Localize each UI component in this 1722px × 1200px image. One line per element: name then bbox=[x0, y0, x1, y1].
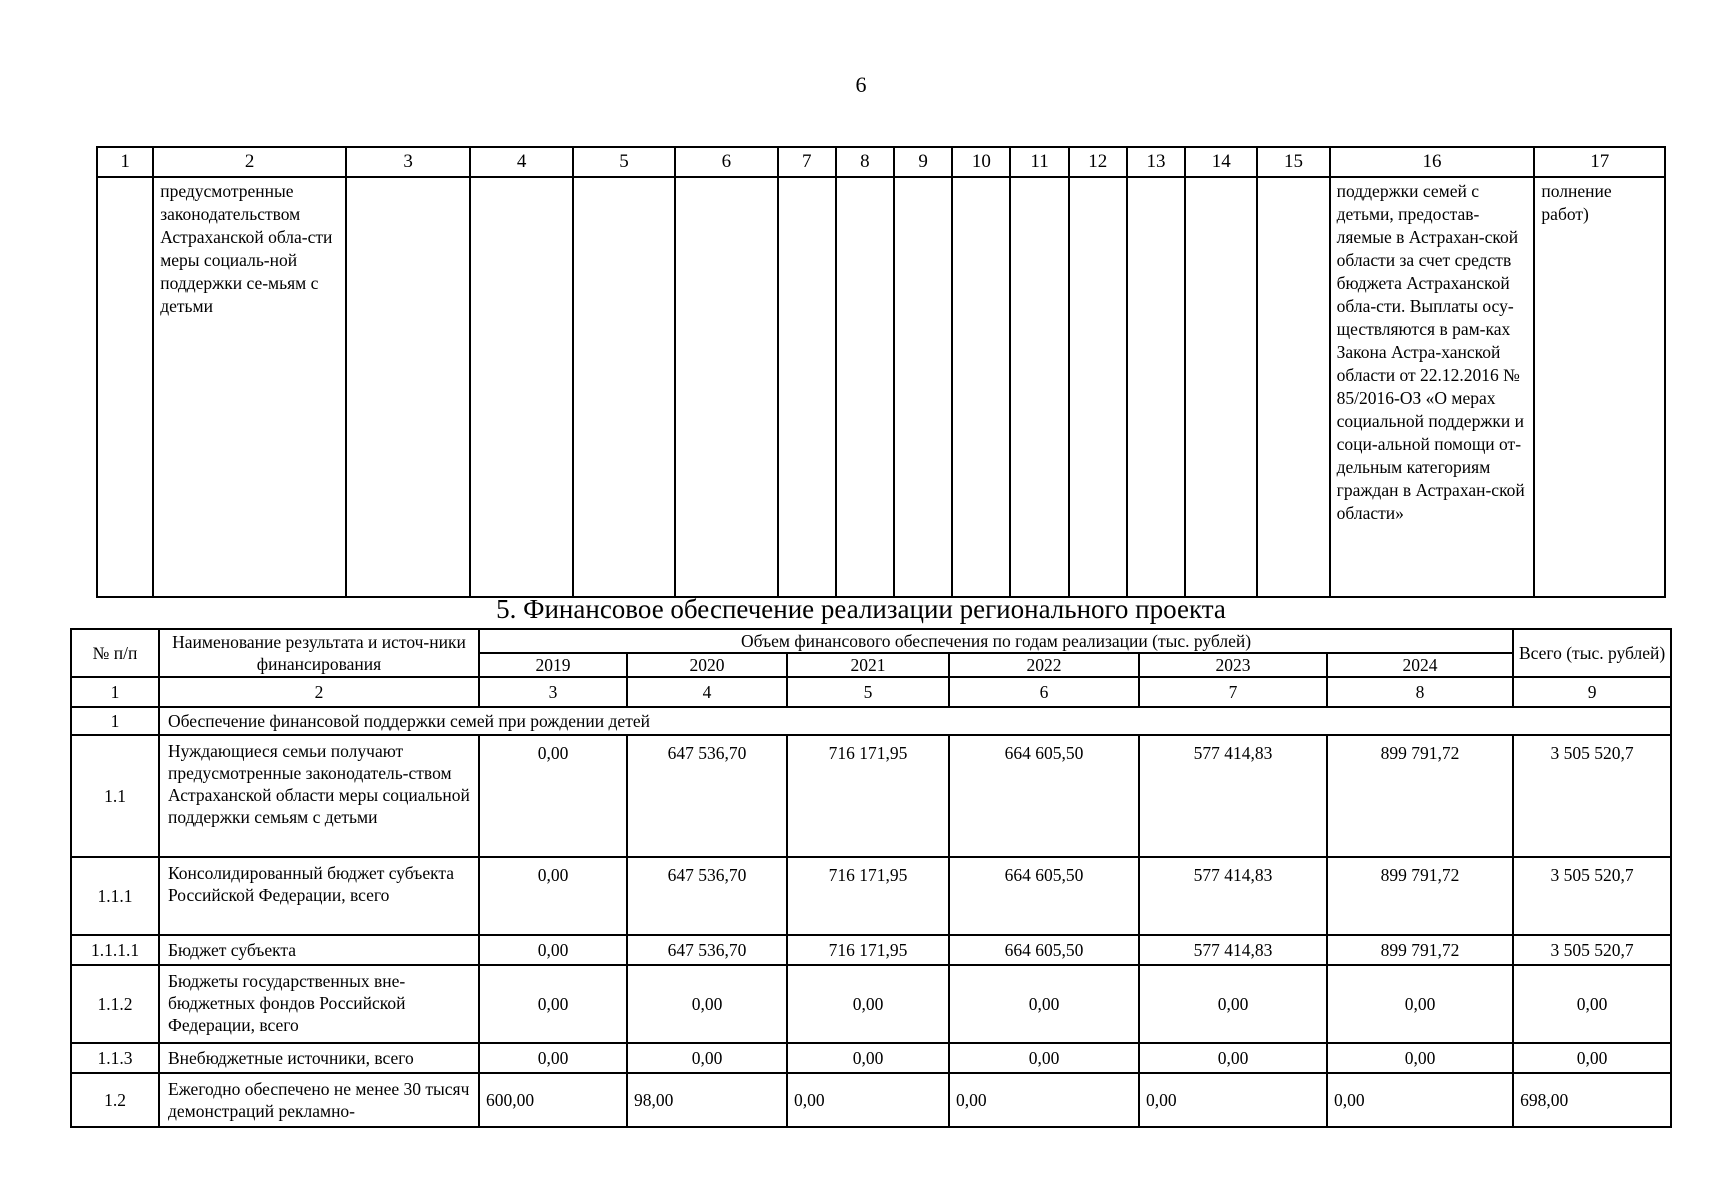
column-header: 1 bbox=[97, 147, 153, 177]
header-total: Всего (тыс. рублей) bbox=[1513, 629, 1671, 677]
table-cell: полнение работ) bbox=[1534, 177, 1665, 597]
column-header: 4 bbox=[470, 147, 572, 177]
total-cell: 0,00 bbox=[1513, 965, 1671, 1043]
value-cell: 716 171,95 bbox=[787, 735, 949, 857]
table-cell bbox=[573, 177, 675, 597]
column-header: 6 bbox=[675, 147, 777, 177]
column-header: 11 bbox=[1010, 147, 1068, 177]
year-header: 2023 bbox=[1139, 653, 1327, 677]
value-cell: 664 605,50 bbox=[949, 935, 1139, 965]
column-index-row bbox=[71, 677, 1671, 707]
column-header: 17 bbox=[1534, 147, 1665, 177]
page-number: 6 bbox=[855, 72, 867, 97]
value-cell: 0,00 bbox=[949, 1073, 1139, 1127]
value-cell: 0,00 bbox=[479, 965, 627, 1043]
total-cell: 3 505 520,7 bbox=[1513, 935, 1671, 965]
row-name: Бюджеты государственных вне-бюджетных фондов Российской Федерации, всего bbox=[159, 965, 479, 1043]
finance-table bbox=[70, 628, 1672, 1128]
section-row bbox=[71, 707, 1671, 735]
column-header: 5 bbox=[573, 147, 675, 177]
row-number: 1.1 bbox=[71, 735, 159, 857]
column-header: 2 bbox=[153, 147, 346, 177]
total-cell: 698,00 bbox=[1513, 1073, 1671, 1127]
value-cell: 98,00 bbox=[627, 1073, 787, 1127]
table-row bbox=[71, 935, 1671, 965]
table-cell bbox=[1257, 177, 1329, 597]
continued-table-row bbox=[97, 177, 1665, 597]
value-cell: 647 536,70 bbox=[627, 935, 787, 965]
value-cell: 0,00 bbox=[479, 935, 627, 965]
column-header: 3 bbox=[346, 147, 470, 177]
row-number: 1.1.2 bbox=[71, 965, 159, 1043]
continued-table-header-row bbox=[97, 147, 1665, 177]
value-cell: 0,00 bbox=[1327, 965, 1513, 1043]
row-name: Ежегодно обеспечено не менее 30 тысяч демонстраций рекламно- bbox=[159, 1073, 479, 1127]
column-index: 3 bbox=[479, 677, 627, 707]
year-header: 2022 bbox=[949, 653, 1139, 677]
total-cell: 3 505 520,7 bbox=[1513, 735, 1671, 857]
table-cell bbox=[1069, 177, 1127, 597]
column-index: 9 bbox=[1513, 677, 1671, 707]
table-cell bbox=[1127, 177, 1185, 597]
column-index: 6 bbox=[949, 677, 1139, 707]
row-number: 1.1.1.1 bbox=[71, 935, 159, 965]
table-cell bbox=[894, 177, 952, 597]
value-cell: 664 605,50 bbox=[949, 857, 1139, 935]
column-index: 7 bbox=[1139, 677, 1327, 707]
value-cell: 899 791,72 bbox=[1327, 935, 1513, 965]
column-header: 10 bbox=[952, 147, 1010, 177]
value-cell: 0,00 bbox=[787, 965, 949, 1043]
table-cell bbox=[836, 177, 894, 597]
value-cell: 0,00 bbox=[1327, 1043, 1513, 1073]
value-cell: 0,00 bbox=[479, 1043, 627, 1073]
row-name: Внебюджетные источники, всего bbox=[159, 1043, 479, 1073]
value-cell: 0,00 bbox=[479, 857, 627, 935]
table-cell bbox=[952, 177, 1010, 597]
continued-table bbox=[96, 146, 1666, 598]
table-cell bbox=[675, 177, 777, 597]
table-cell: поддержки семей с детьми, предостав-ляемые в Астрахан-ской области за счет средств бюджета Астраханской обла-сти. Выплаты осу-ществляются в рам-ках Закона Астра-ханской области от 22.12.2016 № 85/2016-ОЗ «О мерах социальной поддержки и соци-альной помощи от-дельным категориям граждан в Астрахан-ской области» bbox=[1330, 177, 1535, 597]
table-cell bbox=[97, 177, 153, 597]
value-cell: 0,00 bbox=[787, 1073, 949, 1127]
row-number: 1 bbox=[71, 707, 159, 735]
section-title: 5. Финансовое обеспечение реализации регионального проекта bbox=[496, 594, 1226, 624]
finance-header-row bbox=[71, 629, 1671, 653]
table-row bbox=[71, 857, 1671, 935]
value-cell: 647 536,70 bbox=[627, 735, 787, 857]
table-row bbox=[71, 735, 1671, 857]
column-header: 16 bbox=[1330, 147, 1535, 177]
table-row bbox=[71, 1073, 1671, 1127]
column-header: 9 bbox=[894, 147, 952, 177]
value-cell: 0,00 bbox=[479, 735, 627, 857]
header-volume: Объем финансового обеспечения по годам реализации (тыс. рублей) bbox=[479, 629, 1513, 653]
value-cell: 0,00 bbox=[949, 1043, 1139, 1073]
header-name: Наименование результата и источ-ники финансирования bbox=[159, 629, 479, 677]
row-number: 1.2 bbox=[71, 1073, 159, 1127]
table-cell bbox=[778, 177, 836, 597]
table-row bbox=[71, 965, 1671, 1043]
value-cell: 577 414,83 bbox=[1139, 857, 1327, 935]
value-cell: 716 171,95 bbox=[787, 857, 949, 935]
table-row bbox=[71, 1043, 1671, 1073]
column-header: 12 bbox=[1069, 147, 1127, 177]
row-number: 1.1.3 bbox=[71, 1043, 159, 1073]
value-cell: 647 536,70 bbox=[627, 857, 787, 935]
column-index: 5 bbox=[787, 677, 949, 707]
year-header: 2021 bbox=[787, 653, 949, 677]
header-num: № п/п bbox=[71, 629, 159, 677]
table-cell bbox=[346, 177, 470, 597]
row-name: Бюджет субъекта bbox=[159, 935, 479, 965]
value-cell: 664 605,50 bbox=[949, 735, 1139, 857]
value-cell: 0,00 bbox=[949, 965, 1139, 1043]
value-cell: 716 171,95 bbox=[787, 935, 949, 965]
column-index: 4 bbox=[627, 677, 787, 707]
year-header: 2020 bbox=[627, 653, 787, 677]
value-cell: 0,00 bbox=[1139, 1043, 1327, 1073]
column-header: 13 bbox=[1127, 147, 1185, 177]
value-cell: 0,00 bbox=[1327, 1073, 1513, 1127]
value-cell: 0,00 bbox=[1139, 1073, 1327, 1127]
value-cell: 0,00 bbox=[627, 965, 787, 1043]
row-number: 1.1.1 bbox=[71, 857, 159, 935]
table-cell: предусмотренные законодательством Астраханской обла-сти меры социаль-ной поддержки се-мьям с детьми bbox=[153, 177, 346, 597]
column-header: 8 bbox=[836, 147, 894, 177]
value-cell: 0,00 bbox=[627, 1043, 787, 1073]
year-header: 2019 bbox=[479, 653, 627, 677]
value-cell: 0,00 bbox=[1139, 965, 1327, 1043]
table-cell bbox=[1010, 177, 1068, 597]
column-index: 8 bbox=[1327, 677, 1513, 707]
column-header: 14 bbox=[1185, 147, 1257, 177]
section-name: Обеспечение финансовой поддержки семей при рождении детей bbox=[159, 707, 1671, 735]
column-index: 2 bbox=[159, 677, 479, 707]
value-cell: 577 414,83 bbox=[1139, 735, 1327, 857]
table-cell bbox=[470, 177, 572, 597]
value-cell: 0,00 bbox=[787, 1043, 949, 1073]
value-cell: 899 791,72 bbox=[1327, 735, 1513, 857]
column-header: 15 bbox=[1257, 147, 1329, 177]
value-cell: 899 791,72 bbox=[1327, 857, 1513, 935]
total-cell: 3 505 520,7 bbox=[1513, 857, 1671, 935]
table-cell bbox=[1185, 177, 1257, 597]
column-index: 1 bbox=[71, 677, 159, 707]
row-name: Консолидированный бюджет субъекта Российской Федерации, всего bbox=[159, 857, 479, 935]
year-header: 2024 bbox=[1327, 653, 1513, 677]
total-cell: 0,00 bbox=[1513, 1043, 1671, 1073]
value-cell: 577 414,83 bbox=[1139, 935, 1327, 965]
column-header: 7 bbox=[778, 147, 836, 177]
value-cell: 600,00 bbox=[479, 1073, 627, 1127]
row-name: Нуждающиеся семьи получают предусмотренные законодатель-ством Астраханской области меры социальной поддержки семьям с детьми bbox=[159, 735, 479, 857]
